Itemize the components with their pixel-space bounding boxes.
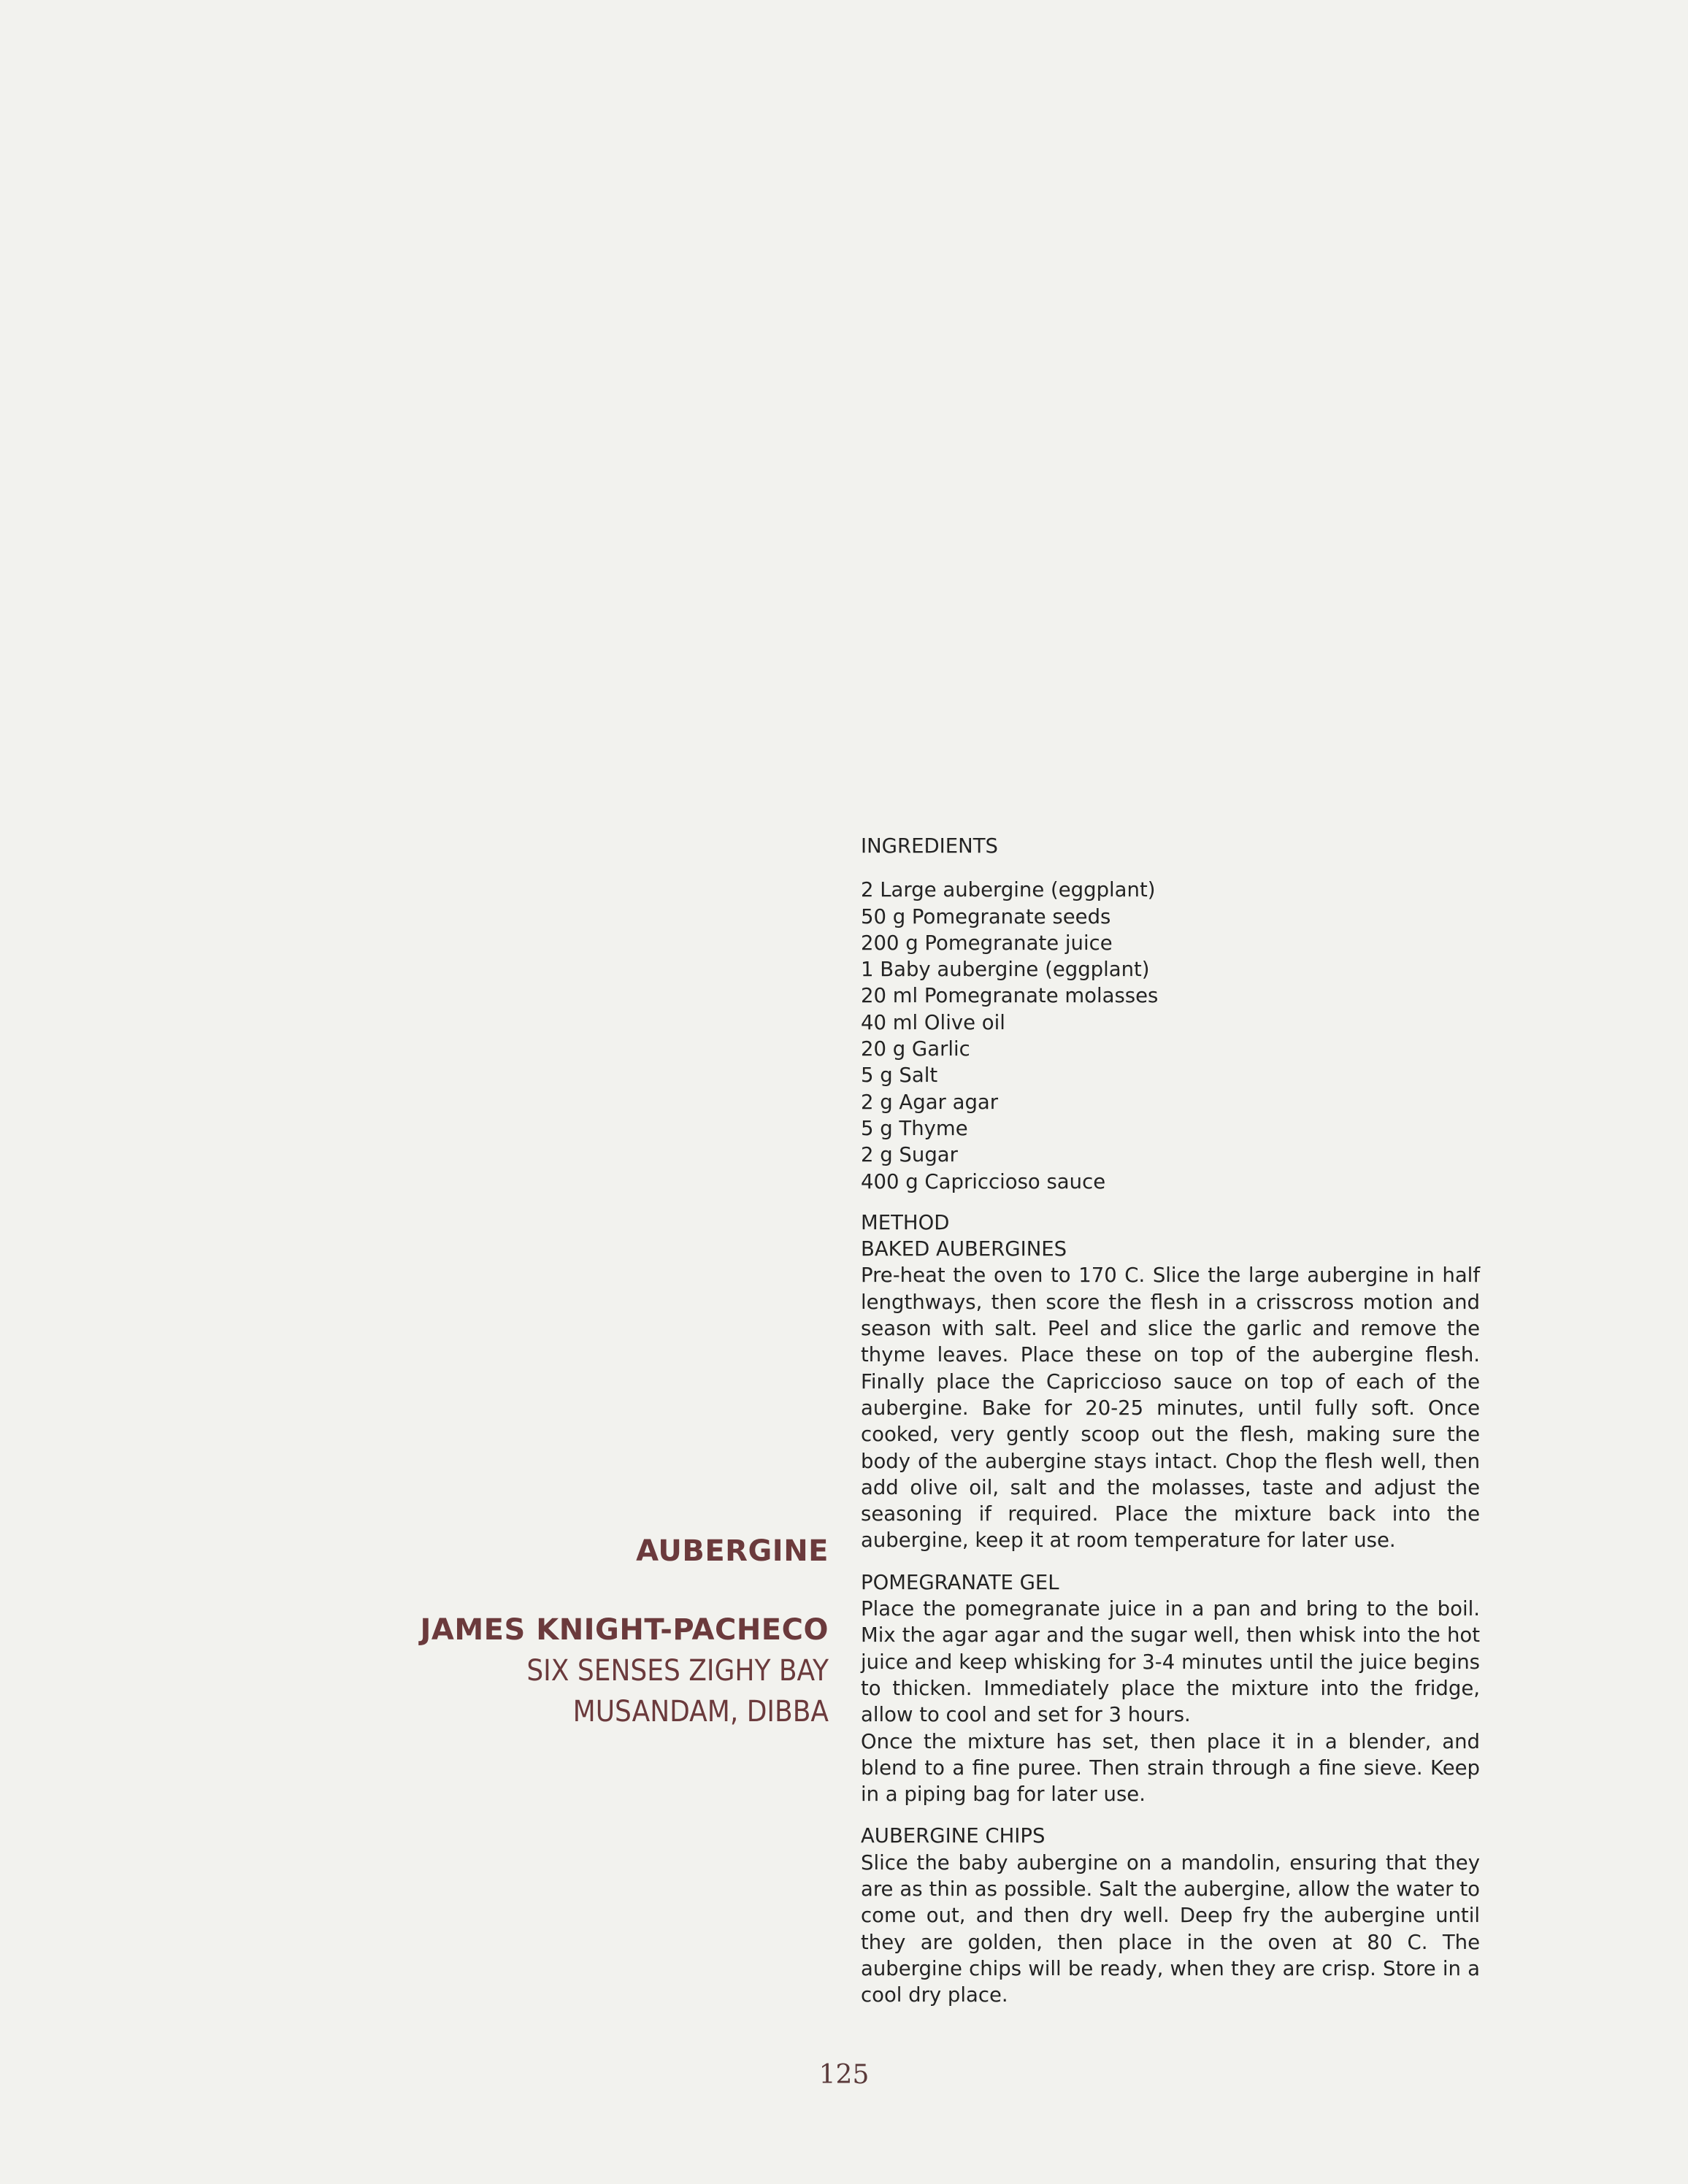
ingredient-item: 20 g Garlic <box>861 1037 970 1061</box>
ingredient-item: 50 g Pomegranate seeds <box>861 904 1111 928</box>
recipe-body <box>861 833 1480 2008</box>
ingredient-item: 400 g Capriccioso sauce <box>861 1169 1106 1193</box>
pomegranate-gel-heading: POMEGRANATE GEL <box>861 1570 1059 1594</box>
aubergine-chips-section <box>861 1823 1480 2008</box>
baked-aubergines-heading: BAKED AUBERGINES <box>861 1237 1067 1261</box>
chef-name: JAMES KNIGHT-PACHECO <box>420 1613 829 1647</box>
ingredient-item: 40 ml Olive oil <box>861 1010 1005 1034</box>
ingredient-item: 1 Baby aubergine (eggplant) <box>861 958 1150 982</box>
aubergine-chips-text: Slice the baby aubergine on a mandolin, ensuring that they are as thin as possible. Salt the aubergine, allow the water to come out, and then dry well. Deep fry the aubergine until they are golden, then place in the oven at 80 C. The aubergine chips will be ready, when they are crisp. Store in a cool dry place. <box>861 1850 1480 2007</box>
ingredient-item: 5 g Salt <box>861 1064 938 1088</box>
venue-name: SIX SENSES ZIGHY BAY <box>526 1654 829 1688</box>
pomegranate-gel-section <box>861 1569 1480 1808</box>
ingredient-item: 200 g Pomegranate juice <box>861 931 1113 955</box>
ingredient-list <box>861 877 1480 1195</box>
dish-title: AUBERGINE <box>636 1534 829 1568</box>
pomegranate-gel-text: Place the pomegranate juice in a pan and bring to the boil. Mix the agar agar and the sugar well, then whisk into the hot juice and keep whisking for 3-4 minutes until the juice begins to thicken. Immediately place the mixture into the fridge, allow to cool and set for 3 hours. <box>861 1597 1480 1727</box>
ingredient-item: 2 g Sugar <box>861 1143 958 1167</box>
ingredient-item: 20 ml Pomegranate molasses <box>861 984 1159 1008</box>
method-section <box>861 1210 1480 2009</box>
baked-aubergines-text: Pre-heat the oven to 170 C. Slice the large aubergine in half lengthways, then score the flesh in a crisscross motion and season with salt. Peel and slice the garlic and remove the thyme leaves. Place these on top of the aubergine flesh. Finally place the Capriccioso sauce on top of each of the aubergine. Bake for 20-25 minutes, until fully soft. Once cooked, very gently scoop out the flesh, making sure the body of the aubergine stays intact. Chop the flesh well, then add olive oil, salt and the molasses, taste and adjust the seasoning if required. Place the mixture back into the aubergine, keep it at room temperature for later use. <box>861 1264 1480 1553</box>
pomegranate-gel-text-continued: Once the mixture has set, then place it in a blender, and blend to a fine puree. Then strain through a fine sieve. Keep in a piping bag for later use. <box>861 1729 1480 1807</box>
aubergine-chips-heading: AUBERGINE CHIPS <box>861 1824 1046 1848</box>
ingredients-heading: INGREDIENTS <box>861 834 998 858</box>
venue-location: MUSANDAM, DIBBA <box>572 1695 829 1729</box>
ingredient-item: 5 g Thyme <box>861 1116 968 1140</box>
ingredient-item: 2 g Agar agar <box>861 1090 999 1114</box>
method-heading: METHOD <box>861 1210 950 1234</box>
page-number: 125 <box>818 2060 870 2090</box>
ingredient-item: 2 Large aubergine (eggplant) <box>861 878 1156 902</box>
recipe-header <box>292 1529 829 1732</box>
